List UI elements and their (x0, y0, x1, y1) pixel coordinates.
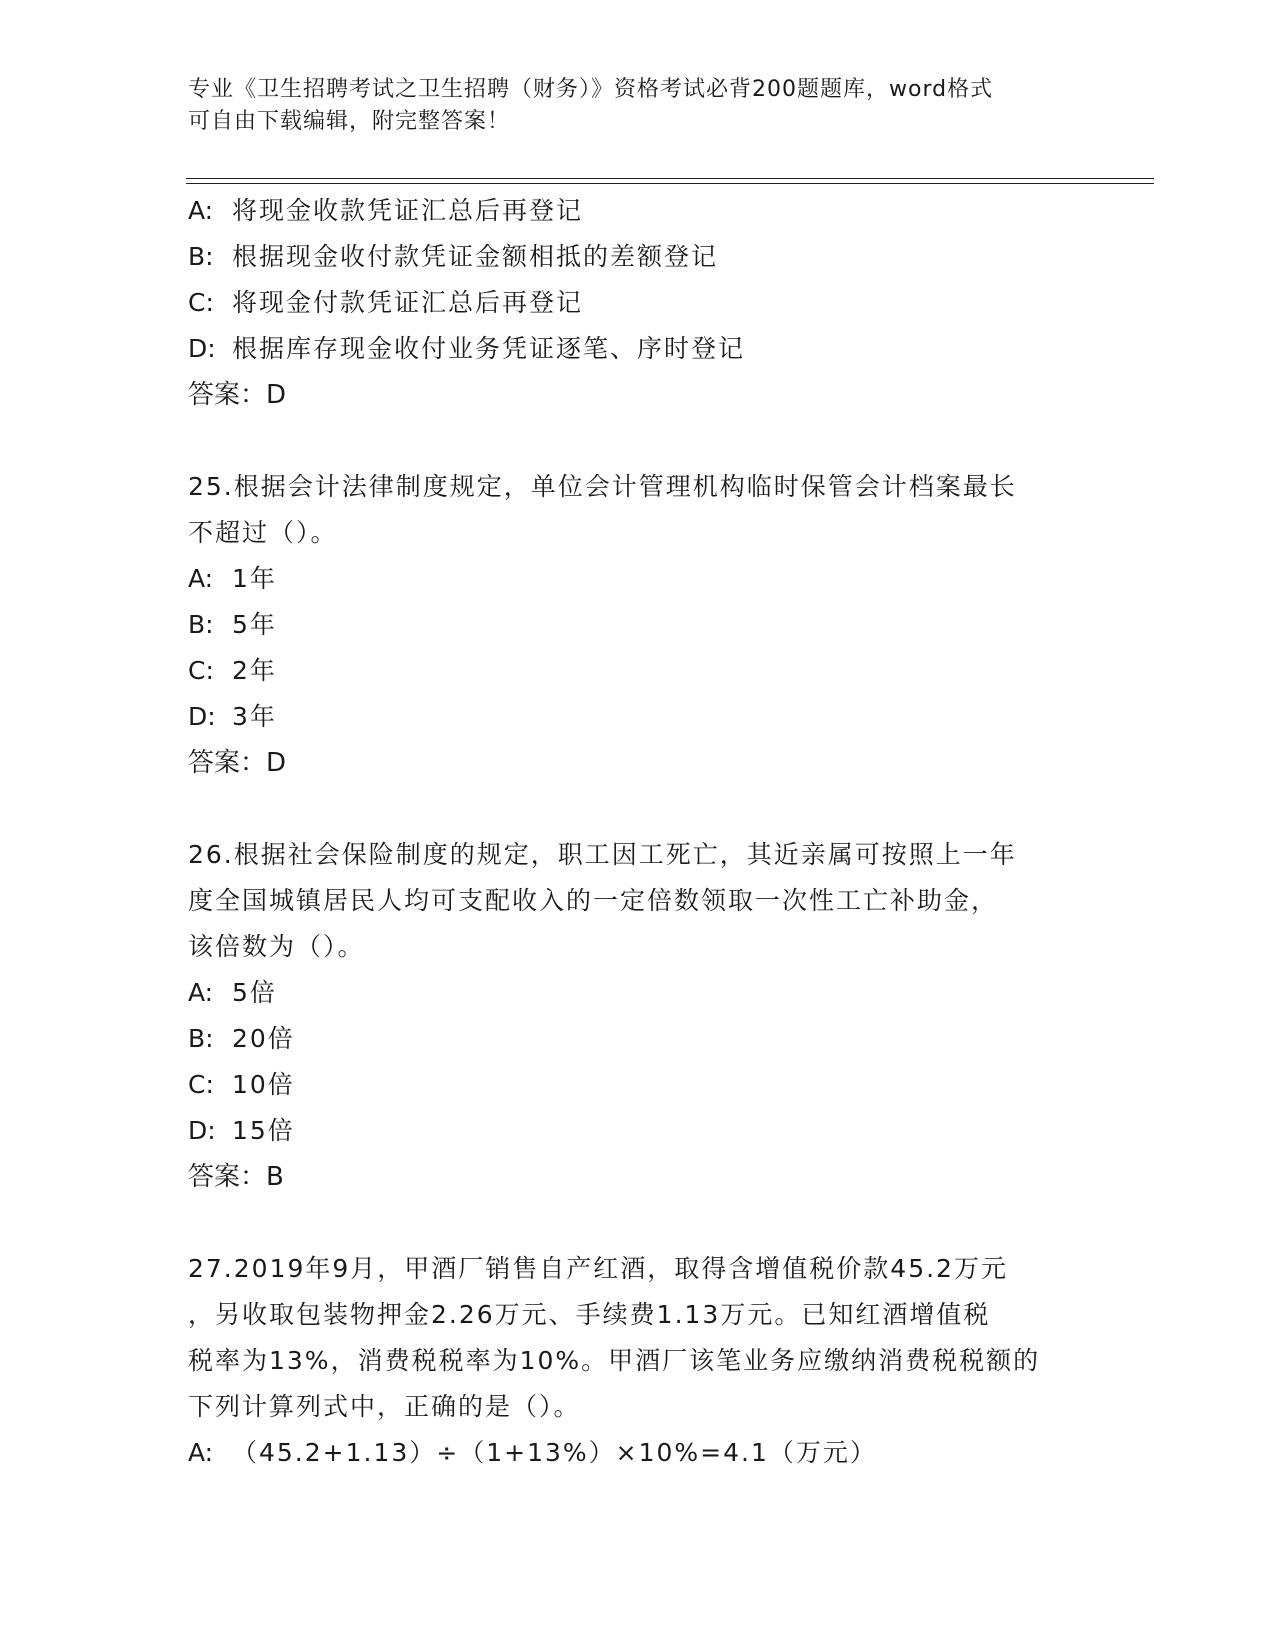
option-text: 根据库存现金收付业务凭证逐笔、序时登记 (232, 334, 746, 363)
option-letter: C: (188, 656, 214, 685)
option-letter: A: (188, 564, 214, 593)
option-a (188, 188, 1088, 234)
option-text: 根据现金收付款凭证金额相抵的差额登记 (232, 242, 719, 271)
option-b (188, 234, 1088, 280)
answer-line: 答案：D (188, 380, 287, 410)
option-letter: B: (188, 1024, 214, 1053)
option-text: （45.2+1.13）÷（1+13%）×10%=4.1（万元） (232, 1438, 877, 1467)
option-letter: D: (188, 702, 216, 731)
option-letter: B: (188, 610, 214, 639)
header-divider-bottom (186, 183, 1154, 184)
header-divider-top (186, 178, 1154, 179)
question-26-text-line-2: 度全国城镇居民人均可支配收入的一定倍数领取一次性工亡补助金， (188, 886, 999, 915)
question-26-text-line-3: 该倍数为（）。 (188, 932, 365, 961)
question-27-text-line-4: 下列计算列式中，正确的是（）。 (188, 1392, 581, 1421)
option-letter: B: (188, 242, 214, 271)
question-25-text-line-1: 25.根据会计法律制度规定，单位会计管理机构临时保管会计档案最长 (188, 472, 1017, 501)
option-a (188, 970, 1088, 1016)
spacer (188, 786, 1088, 832)
option-text: 15倍 (232, 1116, 295, 1145)
question-27-text-line-1: 27.2019年9月，甲酒厂销售自产红酒，取得含增值税价款45.2万元 (188, 1254, 1008, 1283)
option-text: 5年 (232, 610, 277, 639)
option-d (188, 694, 1088, 740)
option-b (188, 602, 1088, 648)
option-text: 5倍 (232, 978, 277, 1007)
option-letter: D: (188, 334, 216, 363)
question-27-text-line-2: ，另收取包装物押金2.26万元、手续费1.13万元。已知红酒增值税 (188, 1300, 991, 1329)
option-text: 3年 (232, 702, 277, 731)
option-c (188, 280, 1088, 326)
answer-line: 答案：B (188, 1162, 284, 1192)
header-title-line-2: 可自由下载编辑，附完整答案！ (188, 109, 511, 134)
option-text: 将现金付款凭证汇总后再登记 (232, 288, 584, 317)
option-c (188, 1062, 1088, 1108)
header-title-line-1: 专业《卫生招聘考试之卫生招聘（财务）》资格考试必背200题题库，word格式 (188, 77, 994, 102)
option-c (188, 648, 1088, 694)
option-letter: A: (188, 196, 214, 225)
document-header (188, 74, 1088, 138)
option-letter: D: (188, 1116, 216, 1145)
option-letter: C: (188, 288, 214, 317)
option-text: 20倍 (232, 1024, 295, 1053)
question-26-text-line-1: 26.根据社会保险制度的规定，职工因工死亡，其近亲属可按照上一年 (188, 840, 1017, 869)
spacer (188, 1200, 1088, 1246)
option-b (188, 1016, 1088, 1062)
question-27-text-line-3: 税率为13%，消费税税率为10%。甲酒厂该笔业务应缴纳消费税税额的 (188, 1346, 1041, 1375)
option-text: 2年 (232, 656, 277, 685)
question-content (188, 188, 1088, 1476)
option-letter: A: (188, 1438, 214, 1467)
option-text: 1年 (232, 564, 277, 593)
question-25-text-line-2: 不超过（）。 (188, 518, 338, 547)
option-d (188, 1108, 1088, 1154)
option-a (188, 556, 1088, 602)
option-text: 将现金收款凭证汇总后再登记 (232, 196, 584, 225)
spacer (188, 418, 1088, 464)
option-a (188, 1430, 1088, 1476)
option-letter: C: (188, 1070, 214, 1099)
option-text: 10倍 (232, 1070, 295, 1099)
answer-line: 答案：D (188, 748, 287, 778)
option-d (188, 326, 1088, 372)
option-letter: A: (188, 978, 214, 1007)
